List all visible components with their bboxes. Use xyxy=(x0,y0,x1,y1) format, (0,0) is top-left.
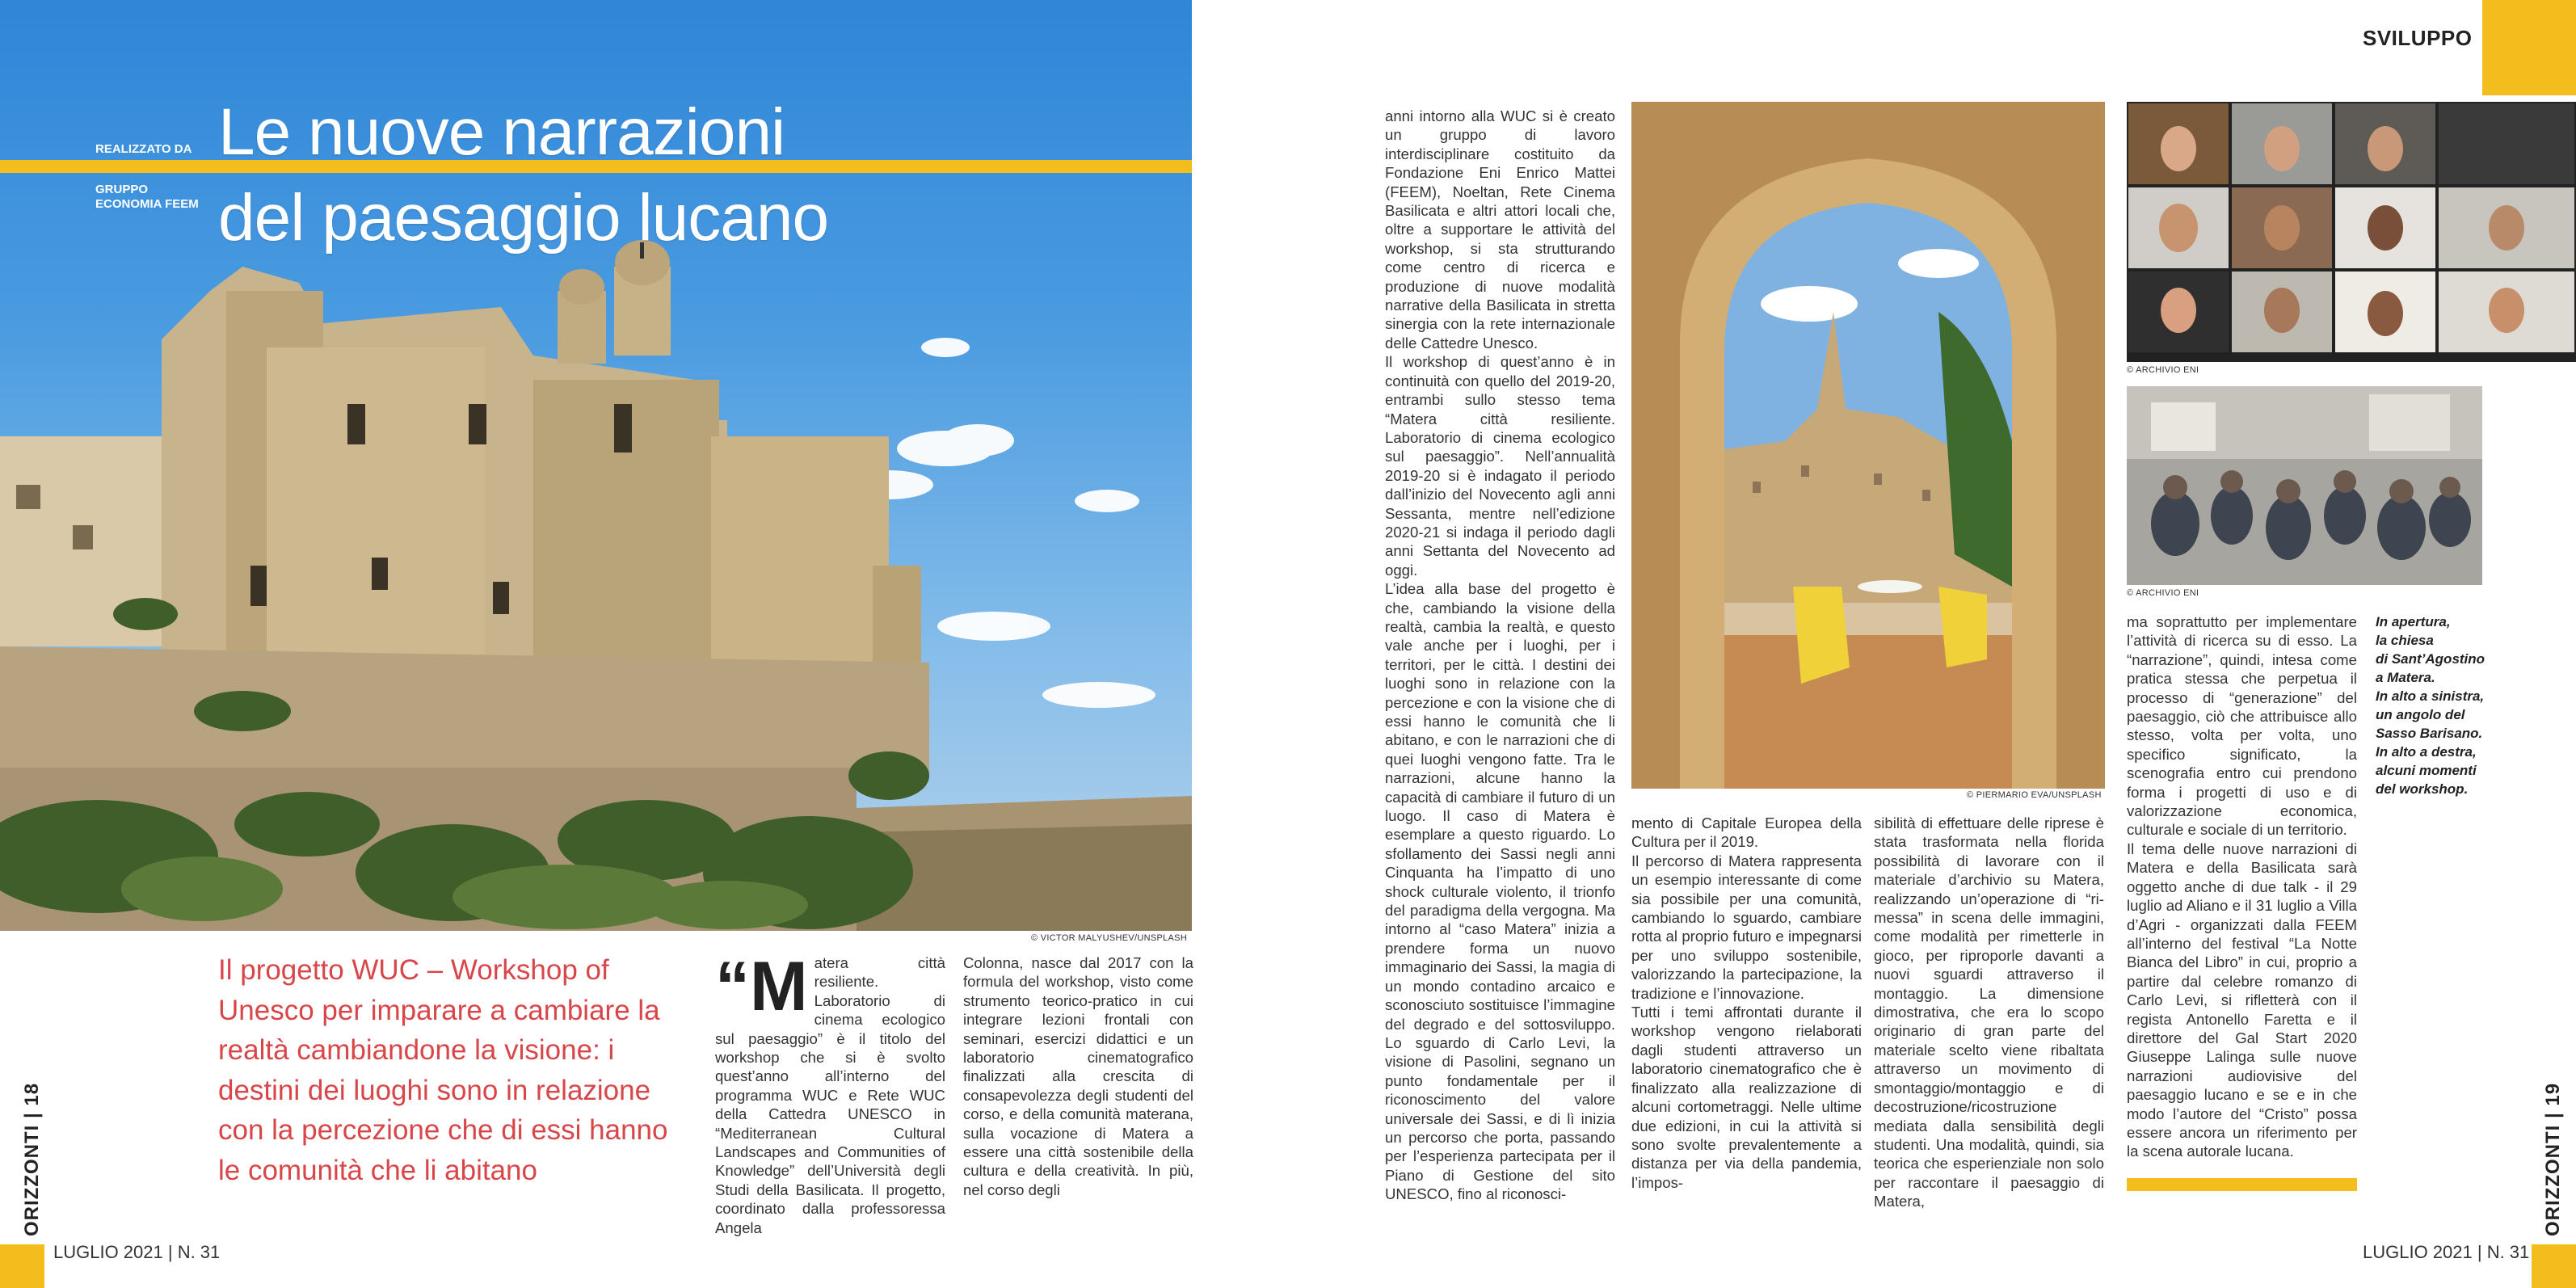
right-page xyxy=(1288,0,2576,1288)
body-column-5: sibilità di effettuare delle riprese è stata trasformata nella florida possibilità di lavorare con il materiale d’archivio su Matera, realizzando un’operazione di “ri-messa” in scena delle immagini, come modalità per rimetterle in gioco, per riproporle davanti a nuovi sguardi attraverso il montaggio. La dimensione dimostrativa, che era lo scopo originario di gran parte del materiale scelto viene ribaltata attraverso un movimento di smontaggio/montaggio e di decostruzione/ricostruzione mediata dalla sensibilità degli studenti. Una modalità, quindi, sia teorica che esperienziale non solo per raccontare il paesaggio di Matera, xyxy=(1874,814,2104,1210)
article-end-bar xyxy=(2127,1178,2357,1191)
body-column-3: anni intorno alla WUC si è creato un gruppo di lavoro interdisciplinare costituito da Fondazione Eni Enrico Mattei (FEEM), Noeltan, Rete Cinema Basilicata e altri attori locali che, oltre a supportare le attività del workshop, si sta strutturando come centro di ricerca e produzione di nuove modalità narrative della Basilicata in stretta sinergia con la rete internazionale delle Cattedre Unesco. Il workshop di quest’anno è in continuità con quello del 2019-20, entrambi sullo stesso tema “Matera città resiliente. Laboratorio di cinema ecologico sul paesaggio”. Nell’annualità 2019-20 si è indagato il periodo dall’inizio del Novecento agli anni Sessanta, mentre nell’edizione 2020-21 si indaga il periodo dagli anni Settanta del Novecento ad oggi. L’idea alla base del progetto è che, cambiando la visione della realtà, cambia la realtà, e questo vale anche per i luoghi, per i territori, per le città. I destini dei luoghi sono in relazione con la percezione e con la visione che di essi hanno le comunità che li abitano, e con le narrazioni che di quei luoghi vengono fatte. Tra le narrazioni, alcune hanno la capacità di cambiare il futuro di un luogo. Il caso di Matera è esemplare a questo riguardo. Lo sfollamento dei Sassi negli anni Cinquanta ha l’impatto di uno shock culturale violento, il trionfo del paradigma della vergogna. Ma intorno al “caso Matera” inizia a prendere forma un nuovo immaginario dei Sassi, la magia di un mondo contadino arcaico e sconosciuto sostituisce l’immagine del degrado e del sottosviluppo. Lo sguardo di Carlo Levi, la visione di Pasolini, segnano un punto fondamentale per il riconoscimento del valore universale dei Sassi, e di lì inizia un percorso che porta, passando per l’esperienza partecipata per il Piano di Gestione del sito UNESCO, fino al riconosci- xyxy=(1385,107,1615,1203)
photo-caption xyxy=(2376,612,2489,798)
video-call-illustration xyxy=(2127,102,2576,362)
page-number-right: 19 xyxy=(2542,1082,2564,1106)
arch-photo-credit: © PIERMARIO EVA/UNSPLASH xyxy=(1967,790,2102,800)
body-column-6: ma soprattutto per implementare l’attività di ricerca su di esso. La “narrazione”, quindi, intesa come pratica stessa che perpetua il processo di “generazione” del paesaggio, ciò che attribuisce allo stesso, volta per volta, uno specifico significato, la scenografia entro cui prendono forma i progetti di uso e di valorizzazione economica, culturale e sociale di un territorio. Il tema delle nuove narrazioni di Matera e della Basilicata sarà oggetto anche di due talk - il 29 luglio ad Aliano e il 31 luglio a Villa d’Agri - organizzati dalla FEEM all’interno del festival “La Notte Bianca del Libro” in cui, proprio a partire dal celebre romanzo di Carlo Levi, si rifletterà con il regista Antonello Faretta e il direttore del Gal Start 2020 Giuseppe Lalinga sulle nuove narrazioni audiovisive del paesaggio lucano e se e in che modo l’autore del “Cristo” possa essere ancora un riferimento per la scena autorale lucana. xyxy=(2127,613,2357,1160)
caption-line: In alto a destra, xyxy=(2376,744,2477,760)
footer-issue-left: LUGLIO 2021 | N. 31 xyxy=(53,1242,221,1262)
arch-photo-sasso-barisano xyxy=(1631,102,2105,789)
group-photo-credit: © ARCHIVIO ENI xyxy=(2127,588,2199,598)
column-1-text: atera città resiliente. Laboratorio di cinema ecologico sul paesaggio” è il titolo del workshop che si è svolto quest’anno all’interno del programma WUC e Rete WUC della Cattedra UNESCO in “Mediterranean Cultural Landscapes and Communities of Knowledge” dell’Università degli Studi della Basilicata. Il progetto, coordinato dalla professoressa Angela xyxy=(715,954,945,1236)
arch-photo-illustration xyxy=(1631,102,2105,789)
hero-photo-credit: © VICTOR MALYUSHEV/UNSPLASH xyxy=(1031,933,1188,943)
magazine-name-left: ORIZZONTI xyxy=(21,1124,43,1236)
kicker-gruppo: GRUPPO xyxy=(95,183,149,196)
caption-line: di Sant’Agostino xyxy=(2376,651,2486,667)
video-call-credit: © ARCHIVIO ENI xyxy=(2127,365,2199,375)
caption-line: Sasso Barisano. xyxy=(2376,726,2483,741)
body-column-1 xyxy=(715,948,945,1236)
folio-vertical-right: ORIZZONTI | 19 xyxy=(2542,1082,2564,1236)
footer-issue-right: LUGLIO 2021 | N. 31 xyxy=(2363,1242,2530,1262)
body-column-2: Colonna, nasce dal 2017 con la formula del workshop, visto come strumento teorico-pratico in cui integrare lezioni frontali con seminari, esercizi didattici e un laboratorio cinematografico finalizzati alla crescita di consapevolezza degli studenti del corso, e della comunità materana, sulla vocazione di Matera a essere una città sostenibile della cultura e della creatività. In più, nel corso degli xyxy=(963,954,1193,1198)
workshop-group-illustration xyxy=(2127,386,2482,585)
caption-line: In alto a sinistra, xyxy=(2376,688,2485,704)
article-lede: Il progetto WUC – Workshop of Unesco per imparare a cambiare la realtà cambiandone la visione: i destini dei luoghi sono in relazione con la percezione che di essi hanno le comunità che li abitano xyxy=(218,954,668,1186)
dropcap: “M xyxy=(715,948,808,1025)
magazine-name-right: ORIZZONTI xyxy=(2542,1124,2564,1236)
kicker-realizzato-da: REALIZZATO DA xyxy=(95,142,192,156)
section-accent-corner xyxy=(2482,0,2576,95)
video-call-photo xyxy=(2127,102,2576,362)
body-column-4: mento di Capitale Europea della Cultura per il 2019. Il percorso di Matera rappresenta un esempio interessante di come sia possibile per una comunità, cambiando lo sguardo, cambiare rotta al proprio futuro e impegnarsi per uno sviluppo sostenibile, valorizzando la partecipazione, la tradizione e l’innovazione. Tutti i temi affrontati durante il workshop vengono rielaborati dagli studenti attraverso un laboratorio cinematografico che è finalizzato alla realizzazione di alcuni cortometraggi. Nelle ultime due edizioni, in cui la attività si sono svolte prevalentemente a distanza per via della pandemia, l’impos- xyxy=(1631,814,1862,1191)
page-number-left: 18 xyxy=(21,1082,43,1106)
folio-accent-right xyxy=(2532,1244,2576,1288)
section-tag: SVILUPPO xyxy=(2363,26,2473,50)
folio-vertical-left: ORIZZONTI | 18 xyxy=(21,1082,43,1236)
caption-line: del workshop. xyxy=(2376,781,2469,797)
caption-line: un angolo del xyxy=(2376,707,2465,722)
folio-accent-left xyxy=(0,1244,44,1288)
caption-line: In apertura, xyxy=(2376,614,2451,629)
kicker-economia-feem: ECONOMIA FEEM xyxy=(95,197,199,211)
article-title-line2: del paesaggio lucano xyxy=(218,181,829,255)
caption-line: la chiesa xyxy=(2376,633,2434,648)
workshop-group-photo xyxy=(2127,386,2482,585)
caption-line: alcuni momenti xyxy=(2376,763,2477,778)
caption-line: a Matera. xyxy=(2376,670,2435,685)
article-title-line1: Le nuove narrazioni xyxy=(218,95,785,169)
